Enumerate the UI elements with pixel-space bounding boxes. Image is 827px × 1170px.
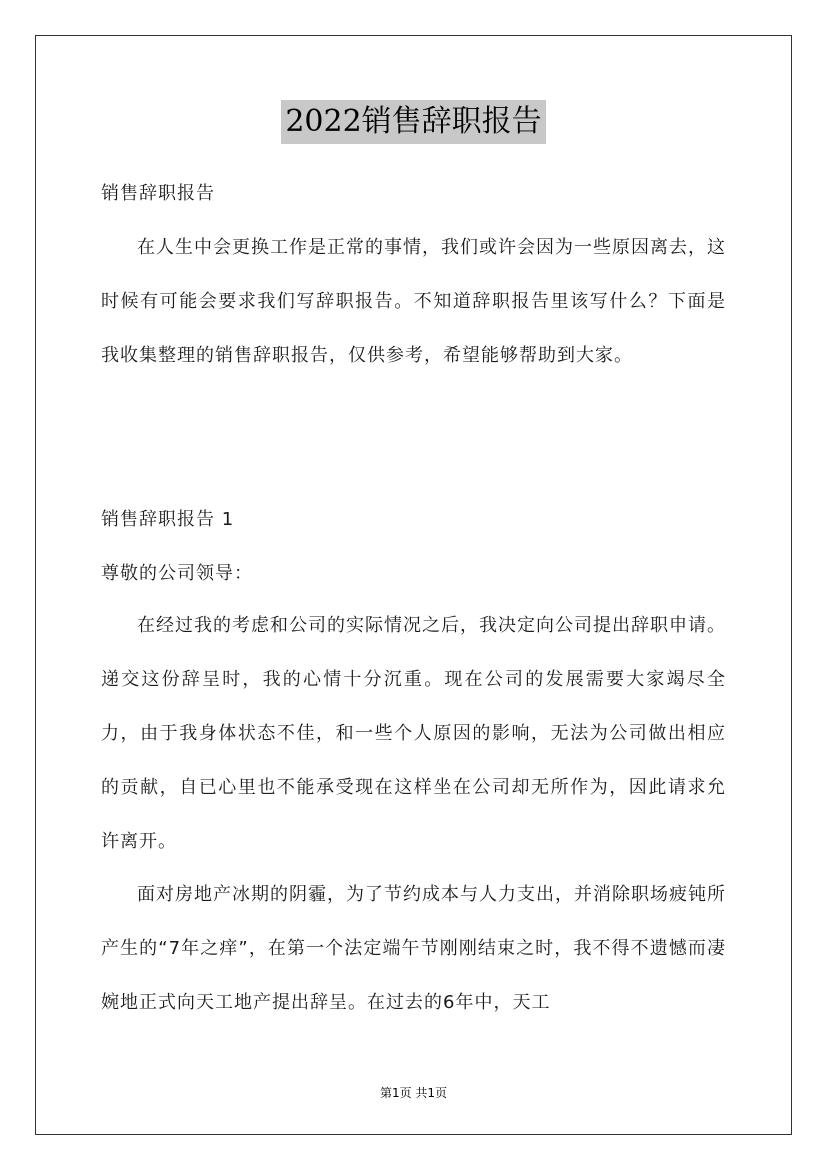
document-title: 2022销售辞职报告: [281, 100, 545, 144]
document-subtitle: 销售辞职报告: [101, 183, 215, 204]
body-paragraph-1: 在经过我的考虑和公司的实际情况之后，我决定向公司提出辞职申请。递交这份辞呈时，我的心情十分沉重。现在公司的发展需要大家竭尽全力，由于我身体状态不佳，和一些个人原因的影响，无法为公司做出相应的贡献，自已心里也不能承受现在这样坐在公司却无所作为，因此请求允许离开。: [101, 615, 726, 852]
title-container: [0, 100, 827, 144]
salutation: 尊敬的公司领导：: [101, 563, 253, 584]
body-paragraph-2: 面对房地产冰期的阴霾，为了节约成本与人力支出，并消除职场疲钝所产生的“7年之痒”，在第一个法定端午节刚刚结束之时，我不得不遗憾而凄婉地正式向天工地产提出辞呈。在过去的6年中，天工: [101, 884, 726, 1013]
page-footer: 第1页 共1页: [379, 1086, 448, 1100]
section-heading: 销售辞职报告 1: [101, 509, 235, 530]
intro-paragraph: 在人生中会更换工作是正常的事情，我们或许会因为一些原因离去，这时候有可能会要求我们写辞职报告。不知道辞职报告里该写什么？下面是我收集整理的销售辞职报告，仅供参考，希望能够帮助到大家。: [101, 237, 726, 366]
